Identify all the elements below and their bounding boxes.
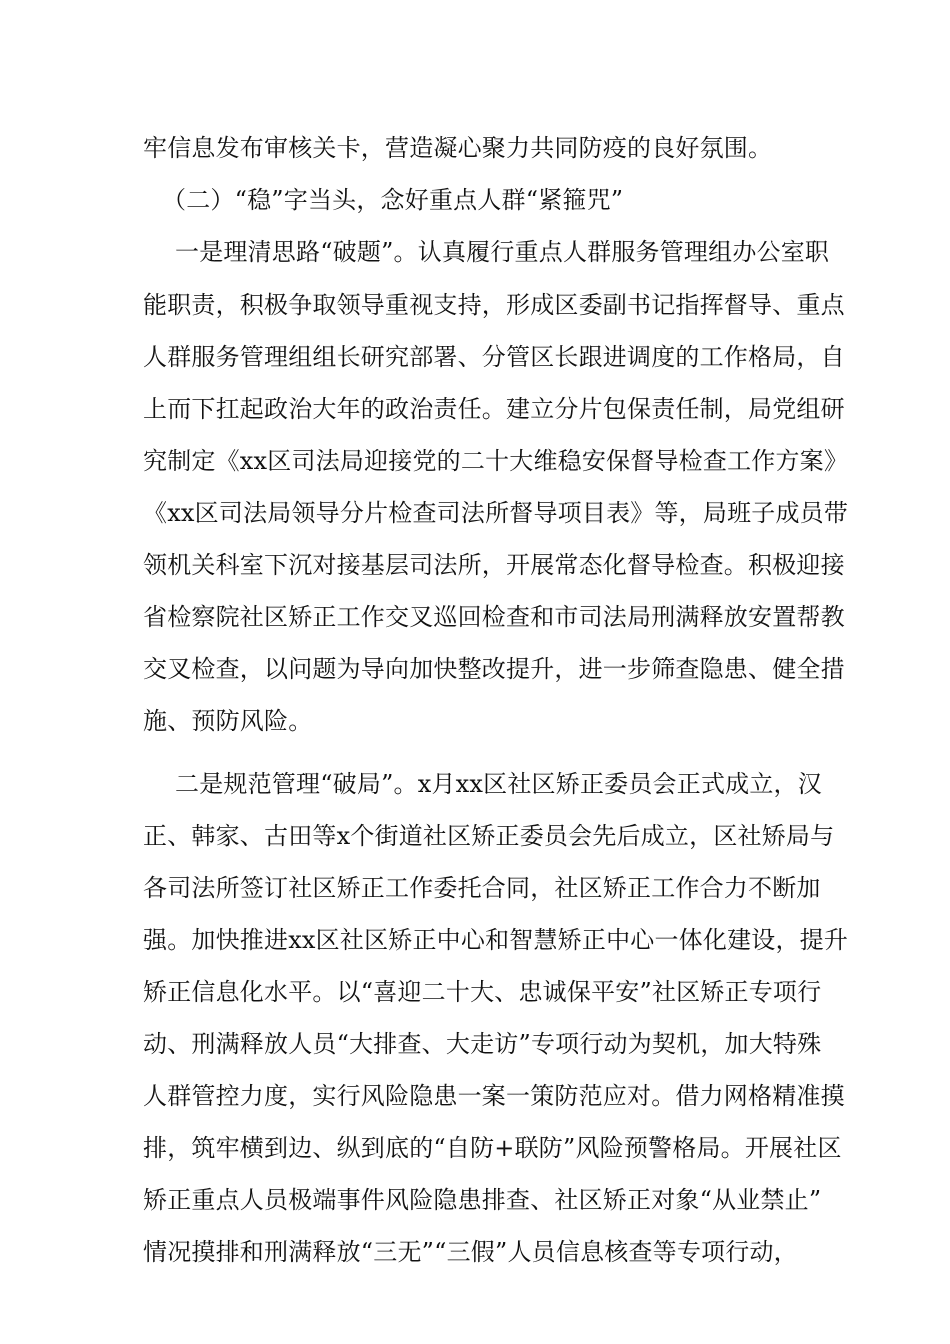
text-line: 上而下扛起政治大年的政治责任。建立分片包保责任制，局党组研 (143, 395, 845, 423)
text-line: 牢信息发布审核关卡，营造凝心聚力共同防疫的良好氛围。 (143, 134, 773, 162)
section-heading: （二）“稳”字当头，念好重点人群“紧箍咒” (162, 186, 624, 214)
text-line: 究制定《xx区司法局迎接党的二十大维稳安保督导检查工作方案》 (143, 447, 849, 475)
text-line: 一是理清思路“破题”。认真履行重点人群服务管理组办公室职 (175, 238, 830, 266)
text-line: 二是规范管理“破局”。x月xx区社区矫正委员会正式成立，汉 (175, 770, 822, 798)
text-line: 施、预防风险。 (143, 707, 313, 735)
text-line: 《xx区司法局领导分片检查司法所督导项目表》等，局班子成员带 (143, 499, 849, 527)
text-line: 情况摸排和刑满释放“三无”“三假”人员信息核查等专项行动， (143, 1238, 798, 1266)
text-line: 强。加快推进xx区社区矫正中心和智慧矫正中心一体化建设，提升 (143, 926, 849, 954)
text-line: 能职责，积极争取领导重视支持，形成区委副书记指挥督导、重点 (143, 291, 845, 319)
text-line: 人群管控力度，实行风险隐患一案一策防范应对。借力网格精准摸 (143, 1082, 845, 1110)
text-line: 动、刑满释放人员“大排查、大走访”专项行动为契机，加大特殊 (143, 1030, 822, 1058)
text-line: 人群服务管理组组长研究部署、分管区长跟进调度的工作格局，自 (143, 343, 845, 371)
text-line: 正、韩家、古田等x个街道社区矫正委员会先后成立，区社矫局与 (143, 822, 835, 850)
text-line: 矫正重点人员极端事件风险隐患排查、社区矫正对象“从业禁止” (143, 1186, 822, 1214)
text-line: 排，筑牢横到边、纵到底的“自防+联防”风险预警格局。开展社区 (143, 1134, 842, 1162)
text-line: 交叉检查，以问题为导向加快整改提升，进一步筛查隐患、健全措 (143, 655, 845, 683)
text-line: 省检察院社区矫正工作交叉巡回检查和市司法局刑满释放安置帮教 (143, 603, 845, 631)
text-line: 矫正信息化水平。以“喜迎二十大、忠诚保平安”社区矫正专项行 (143, 978, 822, 1006)
text-line: 各司法所签订社区矫正工作委托合同，社区矫正工作合力不断加 (143, 874, 821, 902)
text-line: 领机关科室下沉对接基层司法所，开展常态化督导检查。积极迎接 (143, 551, 845, 579)
